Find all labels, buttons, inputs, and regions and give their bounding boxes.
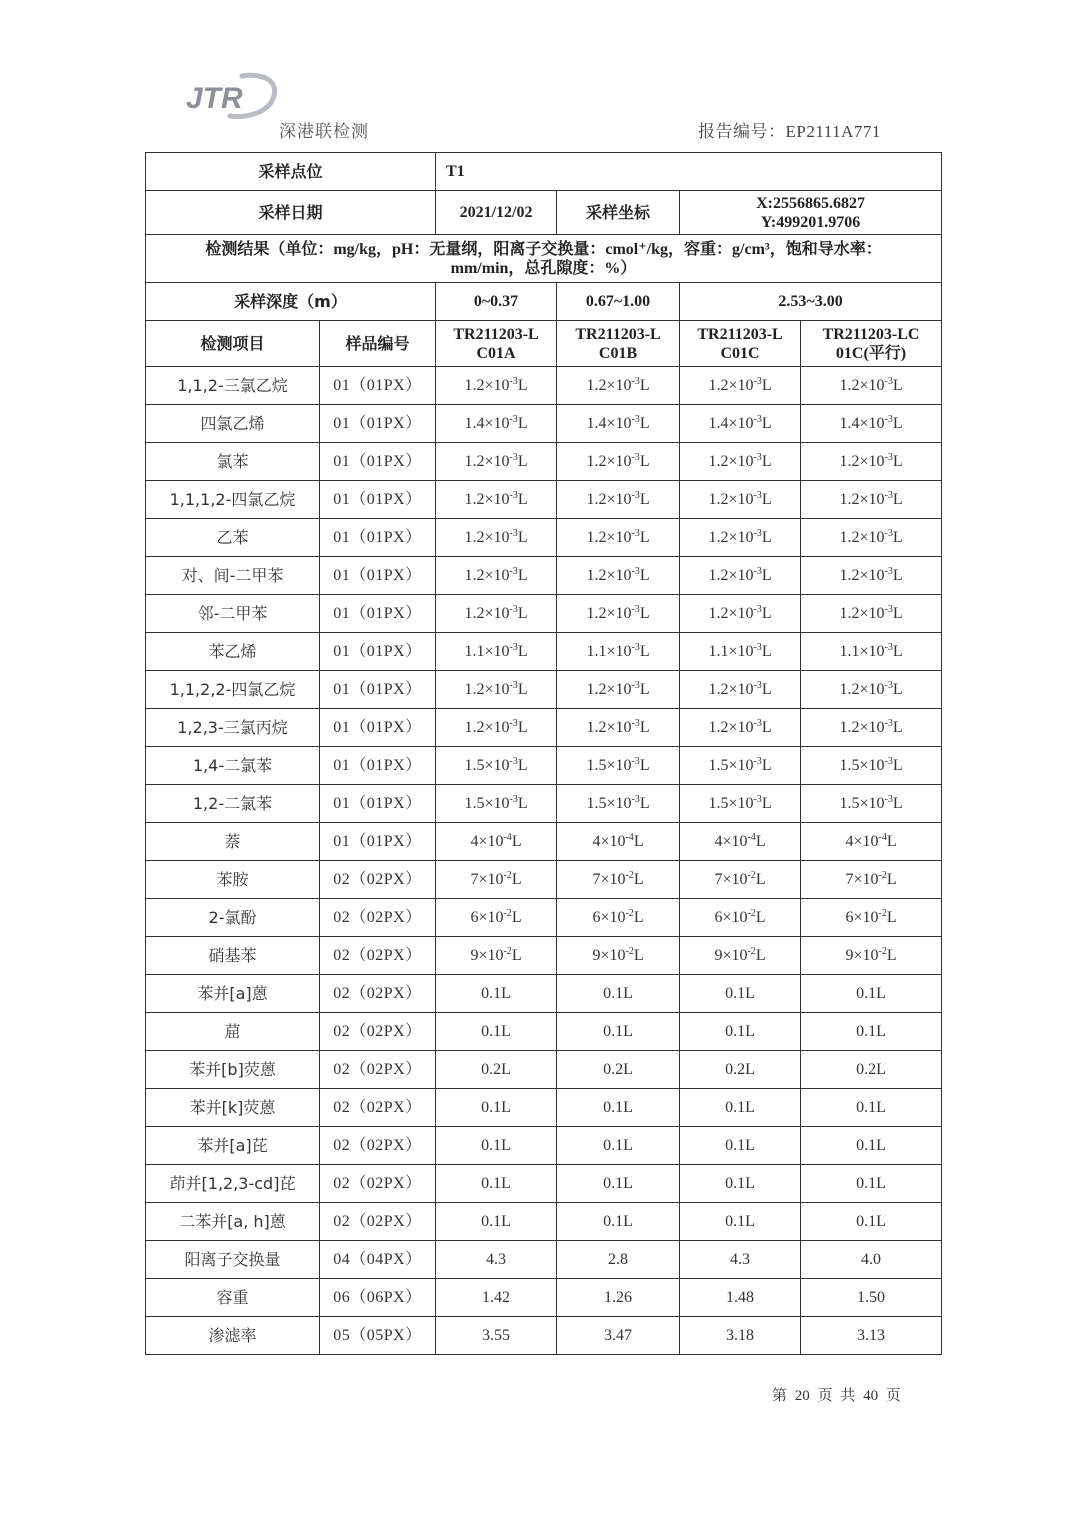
item-name: 2-氯酚 bbox=[146, 899, 320, 937]
result-value: 0.1L bbox=[436, 1203, 557, 1241]
item-name: 渗滤率 bbox=[146, 1317, 320, 1355]
result-value: $1.2\times 10^{-3}L$ bbox=[436, 709, 557, 747]
table-row bbox=[146, 747, 942, 785]
table-row bbox=[146, 709, 942, 747]
table-row bbox=[146, 1013, 942, 1051]
result-value: $1.2\times 10^{-3}L$ bbox=[680, 595, 801, 633]
result-value: $1.4\times 10^{-3}L$ bbox=[436, 405, 557, 443]
table-row bbox=[146, 899, 942, 937]
table-row bbox=[146, 1279, 942, 1317]
result-value: $1.2\times 10^{-3}L$ bbox=[436, 519, 557, 557]
result-value: $1.2\times 10^{-3}L$ bbox=[680, 481, 801, 519]
item-name: 苯并[k]荧蒽 bbox=[146, 1089, 320, 1127]
sample-code: 06（06PX） bbox=[320, 1279, 436, 1317]
result-value: $1.2\times 10^{-3}L$ bbox=[557, 367, 680, 405]
page-total: 40 bbox=[863, 1388, 879, 1404]
col-sample-no: 样品编号 bbox=[320, 321, 436, 367]
result-value: $1.2\times 10^{-3}L$ bbox=[557, 519, 680, 557]
table-row bbox=[146, 975, 942, 1013]
result-value: 0.2L bbox=[801, 1051, 942, 1089]
result-value: $1.2\times 10^{-3}L$ bbox=[436, 595, 557, 633]
table-row bbox=[146, 1165, 942, 1203]
result-value: 2.8 bbox=[557, 1241, 680, 1279]
result-value: 0.1L bbox=[557, 1127, 680, 1165]
result-value: $1.1\times 10^{-3}L$ bbox=[557, 633, 680, 671]
result-value: 0.1L bbox=[557, 1165, 680, 1203]
jtr-logo bbox=[182, 70, 282, 126]
result-value: 0.1L bbox=[680, 1127, 801, 1165]
table-row bbox=[146, 367, 942, 405]
coord-label: 采样坐标 bbox=[557, 191, 680, 235]
sample-code: 01（01PX） bbox=[320, 557, 436, 595]
table-row bbox=[146, 1203, 942, 1241]
site-row bbox=[146, 153, 942, 191]
item-name: 苯并[a]蒽 bbox=[146, 975, 320, 1013]
col-sample-3: TR211203-L C01C bbox=[680, 321, 801, 367]
item-name: 四氯乙烯 bbox=[146, 405, 320, 443]
item-name: 1,1,2-三氯乙烷 bbox=[146, 367, 320, 405]
item-name: 对、间-二甲苯 bbox=[146, 557, 320, 595]
result-value: 0.2L bbox=[680, 1051, 801, 1089]
result-value: $1.5\times 10^{-3}L$ bbox=[557, 747, 680, 785]
result-value: $9\times 10^{-2}L$ bbox=[680, 937, 801, 975]
sample-code: 01（01PX） bbox=[320, 671, 436, 709]
result-value: 4.3 bbox=[680, 1241, 801, 1279]
item-name: 䓛 bbox=[146, 1013, 320, 1051]
site-value: T1 bbox=[436, 153, 942, 191]
result-value: 3.13 bbox=[801, 1317, 942, 1355]
result-value: $1.2\times 10^{-3}L$ bbox=[436, 481, 557, 519]
sample-code: 01（01PX） bbox=[320, 785, 436, 823]
date-value: 2021/12/02 bbox=[436, 191, 557, 235]
item-name: 乙苯 bbox=[146, 519, 320, 557]
sample-code: 02（02PX） bbox=[320, 899, 436, 937]
result-value: 0.1L bbox=[801, 1165, 942, 1203]
col-sample-4: TR211203-LC 01C(平行) bbox=[801, 321, 942, 367]
sample-code: 01（01PX） bbox=[320, 519, 436, 557]
sample-code: 02（02PX） bbox=[320, 1127, 436, 1165]
result-value: $6\times 10^{-2}L$ bbox=[680, 899, 801, 937]
result-value: $1.2\times 10^{-3}L$ bbox=[801, 481, 942, 519]
result-value: $7\times 10^{-2}L$ bbox=[557, 861, 680, 899]
table-row bbox=[146, 785, 942, 823]
result-value: $1.2\times 10^{-3}L$ bbox=[801, 595, 942, 633]
result-value: 4.0 bbox=[801, 1241, 942, 1279]
sample-code: 01（01PX） bbox=[320, 443, 436, 481]
date-label: 采样日期 bbox=[146, 191, 436, 235]
col-sample-1: TR211203-L C01A bbox=[436, 321, 557, 367]
sample-code: 01（01PX） bbox=[320, 595, 436, 633]
item-name: 1,2,3-三氯丙烷 bbox=[146, 709, 320, 747]
result-value: $1.1\times 10^{-3}L$ bbox=[680, 633, 801, 671]
units-note-line1: 检测结果（单位：mg/kg，pH：无量纲，阳离子交换量：cmol⁺/kg，容重：g/cm³，饱和导水率： bbox=[205, 240, 882, 258]
sample-code: 01（01PX） bbox=[320, 367, 436, 405]
item-name: 1,2-二氯苯 bbox=[146, 785, 320, 823]
results-table bbox=[145, 152, 942, 1355]
result-value: $4\times 10^{-4}L$ bbox=[801, 823, 942, 861]
item-name: 1,1,2,2-四氯乙烷 bbox=[146, 671, 320, 709]
table-row bbox=[146, 405, 942, 443]
units-note-row bbox=[146, 235, 942, 283]
result-value: 1.26 bbox=[557, 1279, 680, 1317]
item-name: 二苯并[a, h]蒽 bbox=[146, 1203, 320, 1241]
sample-code: 02（02PX） bbox=[320, 937, 436, 975]
item-name: 1,1,1,2-四氯乙烷 bbox=[146, 481, 320, 519]
result-value: $1.4\times 10^{-3}L$ bbox=[557, 405, 680, 443]
result-value: 4.3 bbox=[436, 1241, 557, 1279]
result-value: 0.1L bbox=[680, 1165, 801, 1203]
result-value: 0.1L bbox=[436, 1165, 557, 1203]
table-row bbox=[146, 633, 942, 671]
result-value: $1.2\times 10^{-3}L$ bbox=[436, 671, 557, 709]
result-value: 1.48 bbox=[680, 1279, 801, 1317]
report-number-label: 报告编号： bbox=[698, 122, 786, 142]
result-value: 3.47 bbox=[557, 1317, 680, 1355]
result-value: 0.1L bbox=[436, 1127, 557, 1165]
result-value: 0.1L bbox=[801, 1089, 942, 1127]
result-value: 0.1L bbox=[801, 1203, 942, 1241]
result-value: $1.2\times 10^{-3}L$ bbox=[680, 671, 801, 709]
result-value: 0.1L bbox=[557, 1013, 680, 1051]
item-name: 阳离子交换量 bbox=[146, 1241, 320, 1279]
result-value: $1.2\times 10^{-3}L$ bbox=[801, 557, 942, 595]
page-current: 20 bbox=[794, 1388, 810, 1404]
units-note bbox=[146, 235, 942, 283]
coord-y: Y:499201.9706 bbox=[760, 213, 861, 231]
item-name: 1,4-二氯苯 bbox=[146, 747, 320, 785]
result-value: 1.42 bbox=[436, 1279, 557, 1317]
table-row bbox=[146, 1089, 942, 1127]
report-number bbox=[698, 117, 881, 142]
result-value: $1.5\times 10^{-3}L$ bbox=[801, 785, 942, 823]
result-value: $1.5\times 10^{-3}L$ bbox=[436, 747, 557, 785]
col-sample-2: TR211203-L C01B bbox=[557, 321, 680, 367]
item-name: 硝基苯 bbox=[146, 937, 320, 975]
result-value: $1.1\times 10^{-3}L$ bbox=[801, 633, 942, 671]
sample-code: 02（02PX） bbox=[320, 1051, 436, 1089]
sample-code: 01（01PX） bbox=[320, 709, 436, 747]
result-value: 0.1L bbox=[801, 1013, 942, 1051]
company-name: 深港联检测 bbox=[279, 122, 369, 142]
date-row bbox=[146, 191, 942, 235]
table-row bbox=[146, 595, 942, 633]
depth-1: 0~0.37 bbox=[436, 283, 557, 321]
sample-code: 01（01PX） bbox=[320, 747, 436, 785]
result-value: $1.4\times 10^{-3}L$ bbox=[801, 405, 942, 443]
result-value: $1.2\times 10^{-3}L$ bbox=[557, 595, 680, 633]
result-value: $1.2\times 10^{-3}L$ bbox=[680, 367, 801, 405]
result-value: 0.1L bbox=[680, 975, 801, 1013]
result-value: $1.1\times 10^{-3}L$ bbox=[436, 633, 557, 671]
table-row bbox=[146, 823, 942, 861]
table-row bbox=[146, 1127, 942, 1165]
result-value: 0.1L bbox=[557, 975, 680, 1013]
table-row bbox=[146, 519, 942, 557]
table-row bbox=[146, 671, 942, 709]
table-row bbox=[146, 937, 942, 975]
logo-lettering: JTR bbox=[186, 82, 243, 115]
result-value: 0.1L bbox=[680, 1013, 801, 1051]
table-row bbox=[146, 481, 942, 519]
depth-row bbox=[146, 283, 942, 321]
result-value: $1.2\times 10^{-3}L$ bbox=[436, 557, 557, 595]
result-value: $1.5\times 10^{-3}L$ bbox=[680, 785, 801, 823]
sample-code: 01（01PX） bbox=[320, 481, 436, 519]
result-value: $6\times 10^{-2}L$ bbox=[801, 899, 942, 937]
result-value: $1.2\times 10^{-3}L$ bbox=[680, 557, 801, 595]
result-value: $6\times 10^{-2}L$ bbox=[557, 899, 680, 937]
result-value: 0.1L bbox=[801, 975, 942, 1013]
result-value: 0.1L bbox=[557, 1203, 680, 1241]
results-body bbox=[146, 367, 942, 1355]
result-value: $4\times 10^{-4}L$ bbox=[680, 823, 801, 861]
result-value: $1.2\times 10^{-3}L$ bbox=[680, 709, 801, 747]
result-value: $4\times 10^{-4}L$ bbox=[436, 823, 557, 861]
table-row bbox=[146, 1241, 942, 1279]
table-row bbox=[146, 1051, 942, 1089]
result-value: $6\times 10^{-2}L$ bbox=[436, 899, 557, 937]
result-value: $7\times 10^{-2}L$ bbox=[801, 861, 942, 899]
sample-code: 04（04PX） bbox=[320, 1241, 436, 1279]
result-value: $1.2\times 10^{-3}L$ bbox=[801, 519, 942, 557]
sample-code: 02（02PX） bbox=[320, 1165, 436, 1203]
item-name: 苯并[a]芘 bbox=[146, 1127, 320, 1165]
result-value: $9\times 10^{-2}L$ bbox=[436, 937, 557, 975]
result-value: $1.2\times 10^{-3}L$ bbox=[557, 443, 680, 481]
result-value: $7\times 10^{-2}L$ bbox=[436, 861, 557, 899]
units-note-line2: mm/min，总孔隙度：%） bbox=[450, 259, 637, 277]
result-value: 0.1L bbox=[436, 1089, 557, 1127]
result-value: 0.2L bbox=[436, 1051, 557, 1089]
col-item: 检测项目 bbox=[146, 321, 320, 367]
result-value: $1.2\times 10^{-3}L$ bbox=[801, 367, 942, 405]
item-name: 苯并[b]荧蒽 bbox=[146, 1051, 320, 1089]
result-value: $1.2\times 10^{-3}L$ bbox=[557, 481, 680, 519]
result-value: $1.5\times 10^{-3}L$ bbox=[557, 785, 680, 823]
depth-2: 0.67~1.00 bbox=[557, 283, 680, 321]
result-value: 3.55 bbox=[436, 1317, 557, 1355]
page-footer: 第 20 页 共 40 页 bbox=[772, 1386, 901, 1404]
result-value: 0.1L bbox=[436, 1013, 557, 1051]
result-value: $1.2\times 10^{-3}L$ bbox=[680, 443, 801, 481]
result-value: 0.1L bbox=[801, 1127, 942, 1165]
sample-code: 05（05PX） bbox=[320, 1317, 436, 1355]
result-value: 0.1L bbox=[680, 1089, 801, 1127]
result-value: 0.1L bbox=[680, 1203, 801, 1241]
item-name: 苯乙烯 bbox=[146, 633, 320, 671]
result-value: $1.2\times 10^{-3}L$ bbox=[557, 671, 680, 709]
item-name: 苯胺 bbox=[146, 861, 320, 899]
result-value: $1.5\times 10^{-3}L$ bbox=[436, 785, 557, 823]
item-name: 萘 bbox=[146, 823, 320, 861]
item-name: 容重 bbox=[146, 1279, 320, 1317]
coord-x: X:2556865.6827 bbox=[756, 194, 865, 212]
depth-3: 2.53~3.00 bbox=[680, 283, 942, 321]
result-value: $4\times 10^{-4}L$ bbox=[557, 823, 680, 861]
sample-code: 02（02PX） bbox=[320, 1203, 436, 1241]
result-value: $1.2\times 10^{-3}L$ bbox=[557, 709, 680, 747]
item-name: 邻-二甲苯 bbox=[146, 595, 320, 633]
result-value: $1.2\times 10^{-3}L$ bbox=[680, 519, 801, 557]
result-value: $1.2\times 10^{-3}L$ bbox=[801, 671, 942, 709]
item-name: 茚并[1,2,3-cd]芘 bbox=[146, 1165, 320, 1203]
sample-code: 01（01PX） bbox=[320, 405, 436, 443]
result-value: 3.18 bbox=[680, 1317, 801, 1355]
site-label: 采样点位 bbox=[146, 153, 436, 191]
table-row bbox=[146, 861, 942, 899]
result-value: $9\times 10^{-2}L$ bbox=[557, 937, 680, 975]
report-number-value: EP2111A771 bbox=[785, 122, 881, 141]
result-value: $7\times 10^{-2}L$ bbox=[680, 861, 801, 899]
table-row bbox=[146, 443, 942, 481]
result-value: $1.2\times 10^{-3}L$ bbox=[557, 557, 680, 595]
result-value: $1.2\times 10^{-3}L$ bbox=[801, 443, 942, 481]
result-value: 0.1L bbox=[436, 975, 557, 1013]
result-value: $1.2\times 10^{-3}L$ bbox=[801, 709, 942, 747]
result-value: $9\times 10^{-2}L$ bbox=[801, 937, 942, 975]
table-row bbox=[146, 557, 942, 595]
result-value: 0.1L bbox=[557, 1089, 680, 1127]
sample-code: 01（01PX） bbox=[320, 823, 436, 861]
sample-code: 02（02PX） bbox=[320, 861, 436, 899]
sample-code: 02（02PX） bbox=[320, 975, 436, 1013]
result-value: 1.50 bbox=[801, 1279, 942, 1317]
result-value: $1.4\times 10^{-3}L$ bbox=[680, 405, 801, 443]
sample-code: 01（01PX） bbox=[320, 633, 436, 671]
table-row bbox=[146, 1317, 942, 1355]
depth-label: 采样深度（m） bbox=[146, 283, 436, 321]
result-value: $1.2\times 10^{-3}L$ bbox=[436, 367, 557, 405]
item-name: 氯苯 bbox=[146, 443, 320, 481]
sample-code: 02（02PX） bbox=[320, 1013, 436, 1051]
result-value: $1.5\times 10^{-3}L$ bbox=[801, 747, 942, 785]
coord-value bbox=[680, 191, 942, 235]
result-value: $1.2\times 10^{-3}L$ bbox=[436, 443, 557, 481]
result-value: $1.5\times 10^{-3}L$ bbox=[680, 747, 801, 785]
column-header-row bbox=[146, 321, 942, 367]
result-value: 0.2L bbox=[557, 1051, 680, 1089]
sample-code: 02（02PX） bbox=[320, 1089, 436, 1127]
